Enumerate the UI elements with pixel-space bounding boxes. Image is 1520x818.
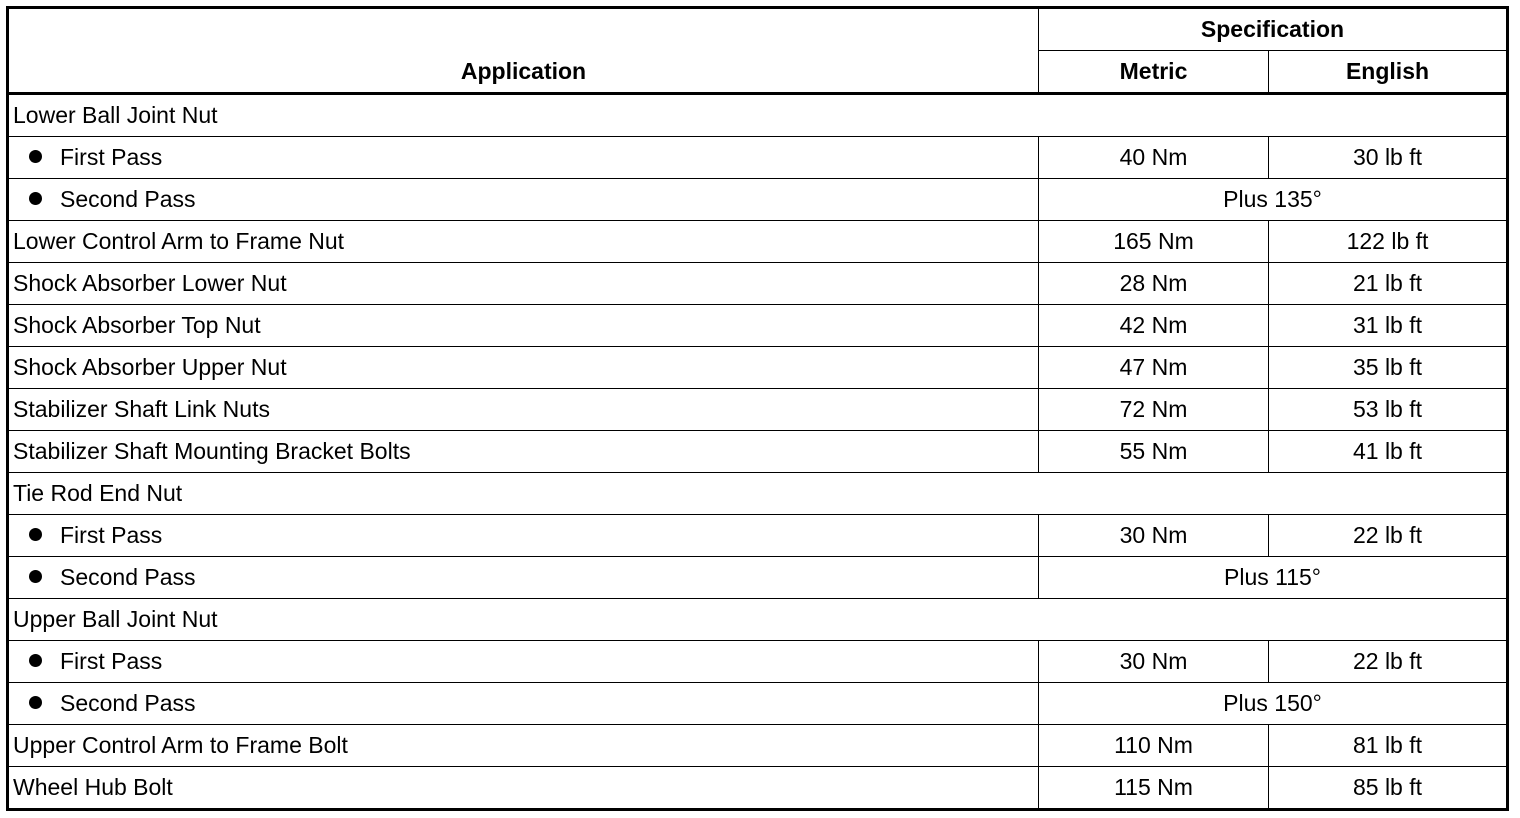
- english-value: 81 lb ft: [1269, 725, 1508, 767]
- metric-value: 47 Nm: [1039, 347, 1269, 389]
- application-cell: [8, 389, 1039, 431]
- table-row: [8, 641, 1508, 683]
- metric-value: 30 Nm: [1039, 515, 1269, 557]
- english-value: 31 lb ft: [1269, 305, 1508, 347]
- metric-value: 30 Nm: [1039, 641, 1269, 683]
- english-value: 53 lb ft: [1269, 389, 1508, 431]
- table-row: [8, 389, 1508, 431]
- table-row: [8, 221, 1508, 263]
- spec-angle-cell: Plus 115°: [1039, 557, 1508, 599]
- specification-header: Specification: [1039, 8, 1508, 51]
- table-row: [8, 725, 1508, 767]
- table-row: [8, 515, 1508, 557]
- metric-value: 115 Nm: [1039, 767, 1269, 810]
- spec-angle-cell: Plus 150°: [1039, 683, 1508, 725]
- application-label: Second Pass: [60, 186, 196, 212]
- application-header: Application: [8, 8, 1039, 94]
- application-cell: [8, 347, 1039, 389]
- application-cell: [8, 179, 1039, 221]
- english-value: 35 lb ft: [1269, 347, 1508, 389]
- spec-angle-cell: Plus 135°: [1039, 179, 1508, 221]
- table-row: [8, 431, 1508, 473]
- metric-value: 42 Nm: [1039, 305, 1269, 347]
- application-cell: [8, 515, 1039, 557]
- application-cell: [8, 557, 1039, 599]
- metric-value: 165 Nm: [1039, 221, 1269, 263]
- table-row: [8, 473, 1508, 515]
- english-value: 22 lb ft: [1269, 641, 1508, 683]
- metric-value: 110 Nm: [1039, 725, 1269, 767]
- english-value: 21 lb ft: [1269, 263, 1508, 305]
- english-value: 122 lb ft: [1269, 221, 1508, 263]
- table-row: [8, 683, 1508, 725]
- application-cell: [8, 641, 1039, 683]
- bullet-icon: [29, 192, 42, 205]
- header-row-top: [8, 8, 1508, 51]
- table-row: [8, 94, 1508, 137]
- bullet-icon: [29, 696, 42, 709]
- application-label: Second Pass: [60, 564, 196, 590]
- application-cell: [8, 221, 1039, 263]
- application-cell: [8, 137, 1039, 179]
- bullet-icon: [29, 654, 42, 667]
- application-label: Shock Absorber Lower Nut: [13, 270, 287, 296]
- application-cell: [8, 683, 1039, 725]
- metric-value: 28 Nm: [1039, 263, 1269, 305]
- table-row: [8, 599, 1508, 641]
- application-cell: [8, 431, 1039, 473]
- application-label: Shock Absorber Top Nut: [13, 312, 261, 338]
- application-label: First Pass: [60, 144, 163, 170]
- application-label: Shock Absorber Upper Nut: [13, 354, 287, 380]
- metric-value: 55 Nm: [1039, 431, 1269, 473]
- english-header: English: [1269, 51, 1508, 94]
- english-value: 30 lb ft: [1269, 137, 1508, 179]
- metric-header: Metric: [1039, 51, 1269, 94]
- group-label: Upper Ball Joint Nut: [8, 599, 1508, 641]
- group-label: Lower Ball Joint Nut: [8, 94, 1508, 137]
- table-row: [8, 347, 1508, 389]
- group-label: Tie Rod End Nut: [8, 473, 1508, 515]
- bullet-icon: [29, 570, 42, 583]
- torque-spec-table: [6, 6, 1509, 811]
- application-cell: [8, 305, 1039, 347]
- english-value: 41 lb ft: [1269, 431, 1508, 473]
- application-cell: [8, 725, 1039, 767]
- metric-value: 72 Nm: [1039, 389, 1269, 431]
- application-label: Wheel Hub Bolt: [13, 774, 173, 800]
- table-row: [8, 557, 1508, 599]
- table-row: [8, 179, 1508, 221]
- application-label: First Pass: [60, 648, 163, 674]
- application-cell: [8, 767, 1039, 810]
- table-row: [8, 767, 1508, 810]
- application-label: Stabilizer Shaft Mounting Bracket Bolts: [13, 438, 411, 464]
- table-row: [8, 137, 1508, 179]
- english-value: 22 lb ft: [1269, 515, 1508, 557]
- english-value: 85 lb ft: [1269, 767, 1508, 810]
- table-row: [8, 305, 1508, 347]
- application-label: Stabilizer Shaft Link Nuts: [13, 396, 270, 422]
- application-label: Lower Control Arm to Frame Nut: [13, 228, 345, 254]
- application-cell: [8, 263, 1039, 305]
- application-label: First Pass: [60, 522, 163, 548]
- application-label: Second Pass: [60, 690, 196, 716]
- metric-value: 40 Nm: [1039, 137, 1269, 179]
- application-label: Upper Control Arm to Frame Bolt: [13, 732, 348, 758]
- table-row: [8, 263, 1508, 305]
- bullet-icon: [29, 528, 42, 541]
- table-body: [8, 94, 1508, 810]
- bullet-icon: [29, 150, 42, 163]
